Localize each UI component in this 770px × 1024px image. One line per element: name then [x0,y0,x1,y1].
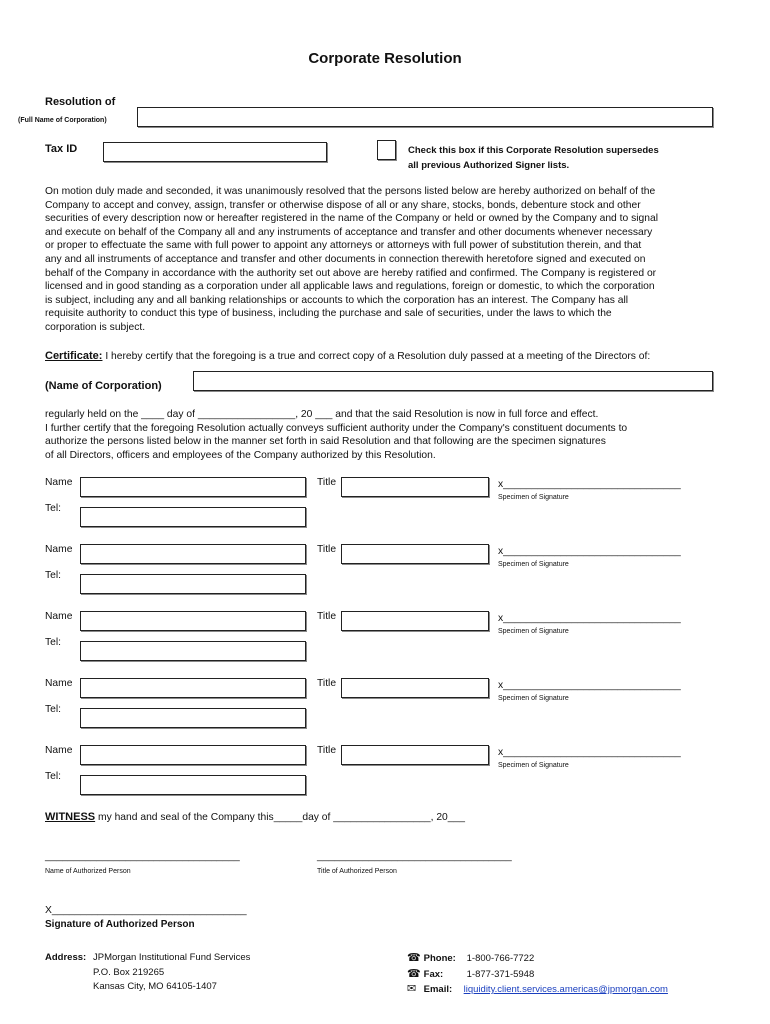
authorized-signature-line[interactable]: X__________________________________ [45,905,247,916]
signature-caption: Specimen of Signature [498,695,569,702]
motion-line: any and all instruments of acceptance and transfer and other documents in connection therewith heretofore signed and executed on [45,253,646,265]
title-label: Title [317,678,337,689]
signature-caption: Specimen of Signature [498,628,569,635]
name-input[interactable] [80,678,306,698]
signature-line[interactable]: x_______________________________ [498,546,681,557]
title-input[interactable] [341,611,489,631]
contact-block [407,951,668,998]
tel-input[interactable] [80,775,306,795]
name-label: Name [45,678,73,689]
email-link[interactable]: liquidity.client.services.americas@jpmorgan.com [463,984,668,995]
supersede-line-1: Check this box if this Corporate Resolution supersedes [408,145,659,156]
held-line: I further certify that the foregoing Resolution actually conveys sufficient authority under the Company's constituent documents to [45,422,628,434]
signature-line[interactable]: x_______________________________ [498,747,681,758]
name-label: Name [45,477,73,488]
title-label: Title [317,544,337,555]
signer-block [0,610,770,670]
name-input[interactable] [80,611,306,631]
tel-label: Tel: [45,637,62,648]
witness-label: WITNESS [45,811,96,823]
motion-line: corporation is subject. [45,321,146,333]
title-label: Title [317,477,337,488]
name-input[interactable] [80,477,306,497]
name-label: Name [45,745,73,756]
motion-line: is subject, including any and all banking relationships or accounts to which the corporation has an interest. The Company has all [45,294,629,306]
name-of-corporation-input[interactable] [193,371,713,391]
name-input[interactable] [80,745,306,765]
supersede-checkbox[interactable] [377,140,396,160]
signature-line[interactable]: x_______________________________ [498,680,681,691]
signature-line[interactable]: x_______________________________ [498,613,681,624]
phone-label: Phone: [423,953,456,964]
signer-block [0,476,770,536]
name-label: Name [45,611,73,622]
supersede-line-2: all previous Authorized Signer lists. [408,160,570,171]
address-line-3: Kansas City, MO 64105-1407 [93,981,217,992]
title-input[interactable] [341,477,489,497]
tel-input[interactable] [80,708,306,728]
tel-label: Tel: [45,704,62,715]
phone-value: 1-800-766-7722 [466,953,535,964]
authorized-title-caption: Title of Authorized Person [317,868,397,875]
tel-input[interactable] [80,641,306,661]
held-paragraph [45,408,725,462]
name-label: Name [45,544,73,555]
witness-text: my hand and seal of the Company this_____day of _________________, 20___ [95,812,465,823]
signature-line[interactable]: x_______________________________ [498,479,681,490]
name-of-corporation-label: (Name of Corporation) [45,380,162,392]
tax-id-input[interactable] [103,142,327,162]
resolution-sublabel: (Full Name of Corporation) [18,117,107,124]
tel-input[interactable] [80,507,306,527]
resolution-input[interactable] [137,107,713,127]
title-input[interactable] [341,678,489,698]
fax-label: Fax: [423,968,444,980]
fax-value: 1-877-371-5948 [466,968,535,980]
certificate-text: I hereby certify that the foregoing is a true and correct copy of a Resolution duly passed at a meeting of the Directors of: [102,351,651,362]
motion-line: On motion duly made and seconded, it was unanimously resolved that the persons listed below are hereby authorized on behalf of the [45,186,656,197]
title-label: Title [317,611,337,622]
tel-label: Tel: [45,570,62,581]
address-line-1: JPMorgan Institutional Fund Services [93,952,251,963]
email-icon: ✉ [407,983,417,995]
signature-caption: Specimen of Signature [498,561,569,568]
motion-line: or proper to effectuate the same with full power to appoint any attorneys or attorneys with full power of substitution therein, and that [45,240,642,252]
signer-block [0,677,770,737]
address-line-2: P.O. Box 219265 [93,966,165,978]
title-label: Title [317,745,337,756]
address-block [93,951,250,995]
motion-line: behalf of the Company in accordance with the authority set out above are hereby ratified and confirmed. The Company is registered or [45,267,657,279]
motion-line: licensed and in good standing as a corporation under all applicable laws and regulations, foreign or domestic, to which the corporation [45,281,655,293]
motion-line: requisite authority to conduct this type of business, including the purchase and sale of securities, under the laws to which the [45,308,612,320]
name-input[interactable] [80,544,306,564]
motion-line: Company to accept and convey, assign, transfer or otherwise dispose of all or any share, stocks, bonds, debenture stock and other [45,199,641,211]
supersede-text [408,143,659,173]
certificate [45,350,650,362]
page-title: Corporate Resolution [308,50,462,67]
tel-label: Tel: [45,771,62,782]
phone-icon: ☎ [407,952,421,964]
fax-icon: ☎ [407,967,421,980]
authorized-title-line[interactable]: __________________________________ [317,851,512,862]
authorized-signature-caption: Signature of Authorized Person [45,919,195,930]
address-label: Address: [45,952,87,963]
signature-caption: Specimen of Signature [498,494,569,501]
resolution-label: Resolution of [45,96,116,108]
tel-label: Tel: [45,503,62,514]
held-line: authorize the persons listed below in the manner set forth in said Resolution and that following are the specimen signatures [45,436,606,448]
held-line: of all Directors, officers and employees of the Company authorized by this Resolution. [45,449,436,461]
signer-block [0,744,770,804]
motion-line: and execute on behalf of the Company all and any instruments of acceptance and transfer and other documents whenever necessary [45,226,653,238]
witness-line [45,811,465,823]
tel-input[interactable] [80,574,306,594]
certificate-label: Certificate: [45,350,103,362]
title-input[interactable] [341,544,489,564]
signer-block [0,543,770,603]
held-line: regularly held on the ____ day of _________________, 20 ___ and that the said Resolution is now in full force and effect. [45,409,599,420]
title-input[interactable] [341,745,489,765]
authorized-name-caption: Name of Authorized Person [45,868,131,875]
authorized-name-line[interactable]: __________________________________ [45,851,240,862]
signature-caption: Specimen of Signature [498,762,569,769]
motion-line: securities of every description now or hereafter registered in the name of the Company or held or owned by the Company and to signal [45,213,659,225]
tax-id-label: Tax ID [45,143,78,155]
motion-paragraph [45,185,725,335]
email-label: Email: [423,984,453,995]
